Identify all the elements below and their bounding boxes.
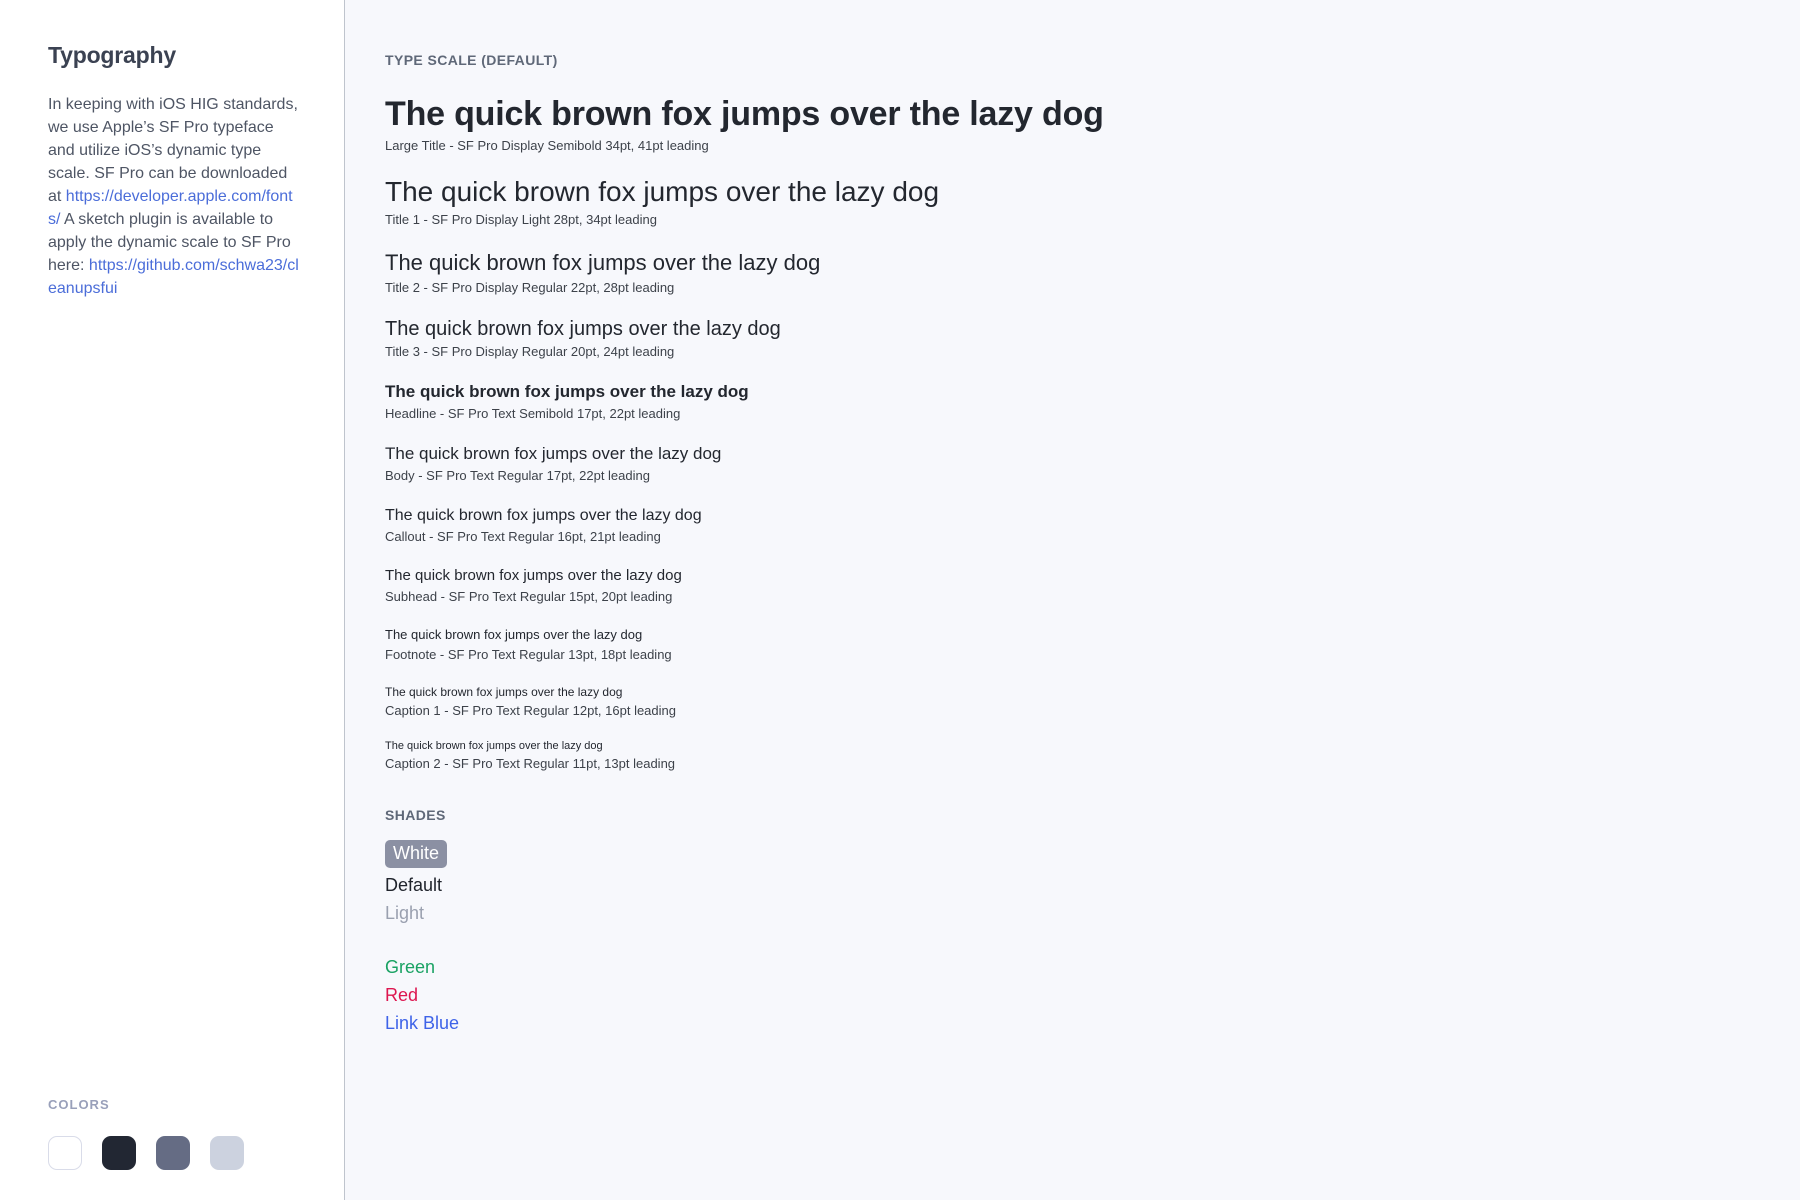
color-swatch-white	[48, 1136, 82, 1170]
type-caption-subhead: Subhead - SF Pro Text Regular 15pt, 20pt leading	[385, 589, 673, 604]
shade-white-chip: White	[385, 840, 447, 868]
shade-gap	[385, 927, 1760, 953]
type-scale-section	[385, 52, 1760, 773]
shades-section-label: SHADES	[385, 807, 446, 823]
type-sample-title-2: The quick brown fox jumps over the lazy dog	[385, 250, 821, 275]
description-text-2: A sketch plugin is available to apply the dynamic scale to SF Pro here:	[48, 211, 291, 274]
shade-link-blue: Link Blue	[385, 1013, 460, 1033]
color-swatch-light-gray	[210, 1136, 244, 1170]
color-swatch-slate	[156, 1136, 190, 1170]
type-sample-headline: The quick brown fox jumps over the lazy dog	[385, 382, 749, 401]
shades-section	[385, 807, 1760, 1037]
type-sample-title-1: The quick brown fox jumps over the lazy dog	[385, 176, 940, 207]
type-caption-body: Body - SF Pro Text Regular 17pt, 22pt leading	[385, 468, 650, 483]
type-sample-caption-1: The quick brown fox jumps over the lazy dog	[385, 685, 623, 699]
shade-white-row	[385, 839, 1760, 871]
type-sample-large-title: The quick brown fox jumps over the lazy dog	[385, 95, 1104, 133]
color-swatch-dark	[102, 1136, 136, 1170]
colors-section	[48, 1097, 320, 1170]
type-row-caption-1	[385, 684, 1760, 720]
shade-light: Light	[385, 903, 425, 923]
type-caption-title-3: Title 3 - SF Pro Display Regular 20pt, 24pt leading	[385, 344, 675, 359]
type-sample-title-3: The quick brown fox jumps over the lazy dog	[385, 318, 781, 340]
type-sample-callout: The quick brown fox jumps over the lazy dog	[385, 507, 702, 524]
type-row-headline	[385, 381, 1760, 423]
colors-section-label: COLORS	[48, 1097, 110, 1112]
type-row-title-2	[385, 249, 1760, 297]
type-sample-body: The quick brown fox jumps over the lazy dog	[385, 444, 722, 463]
apple-fonts-link[interactable]: https://developer.apple.com/fonts/	[48, 188, 293, 228]
type-scale-section-label: TYPE SCALE (DEFAULT)	[385, 52, 558, 68]
type-row-title-3	[385, 317, 1760, 361]
type-caption-footnote: Footnote - SF Pro Text Regular 13pt, 18pt leading	[385, 647, 672, 662]
type-caption-callout: Callout - SF Pro Text Regular 16pt, 21pt leading	[385, 529, 661, 544]
sketch-plugin-link[interactable]: https://github.com/schwa23/cleanupsfui	[48, 257, 299, 297]
type-caption-large-title: Large Title - SF Pro Display Semibold 34pt, 41pt leading	[385, 138, 709, 153]
description-text-1: In keeping with iOS HIG standards, we use Apple’s SF Pro typeface and utilize iOS’s dynamic type scale. SF Pro can be downloaded at	[48, 96, 298, 205]
sidebar-spacer	[48, 300, 320, 1097]
type-row-footnote	[385, 626, 1760, 664]
shade-default: Default	[385, 875, 443, 895]
type-row-title-1	[385, 175, 1760, 229]
type-caption-headline: Headline - SF Pro Text Semibold 17pt, 22pt leading	[385, 406, 681, 421]
main-content	[345, 0, 1800, 1200]
page-title: Typography	[48, 42, 176, 68]
typography-description	[48, 93, 300, 300]
type-caption-title-1: Title 1 - SF Pro Display Light 28pt, 34pt leading	[385, 212, 657, 227]
type-row-caption-2	[385, 740, 1760, 773]
type-caption-caption-1: Caption 1 - SF Pro Text Regular 12pt, 16pt leading	[385, 703, 676, 718]
shade-green: Green	[385, 957, 436, 977]
type-row-large-title	[385, 94, 1760, 155]
type-row-callout	[385, 505, 1760, 546]
type-row-subhead	[385, 566, 1760, 606]
shade-red: Red	[385, 985, 419, 1005]
color-swatch-row	[48, 1136, 320, 1170]
type-caption-title-2: Title 2 - SF Pro Display Regular 22pt, 28pt leading	[385, 280, 675, 295]
type-sample-footnote: The quick brown fox jumps over the lazy dog	[385, 627, 643, 642]
type-caption-caption-2: Caption 2 - SF Pro Text Regular 11pt, 13pt leading	[385, 756, 676, 771]
sidebar	[0, 0, 345, 1200]
type-row-body	[385, 443, 1760, 485]
type-sample-caption-2: The quick brown fox jumps over the lazy dog	[385, 740, 603, 752]
type-sample-subhead: The quick brown fox jumps over the lazy dog	[385, 567, 682, 584]
